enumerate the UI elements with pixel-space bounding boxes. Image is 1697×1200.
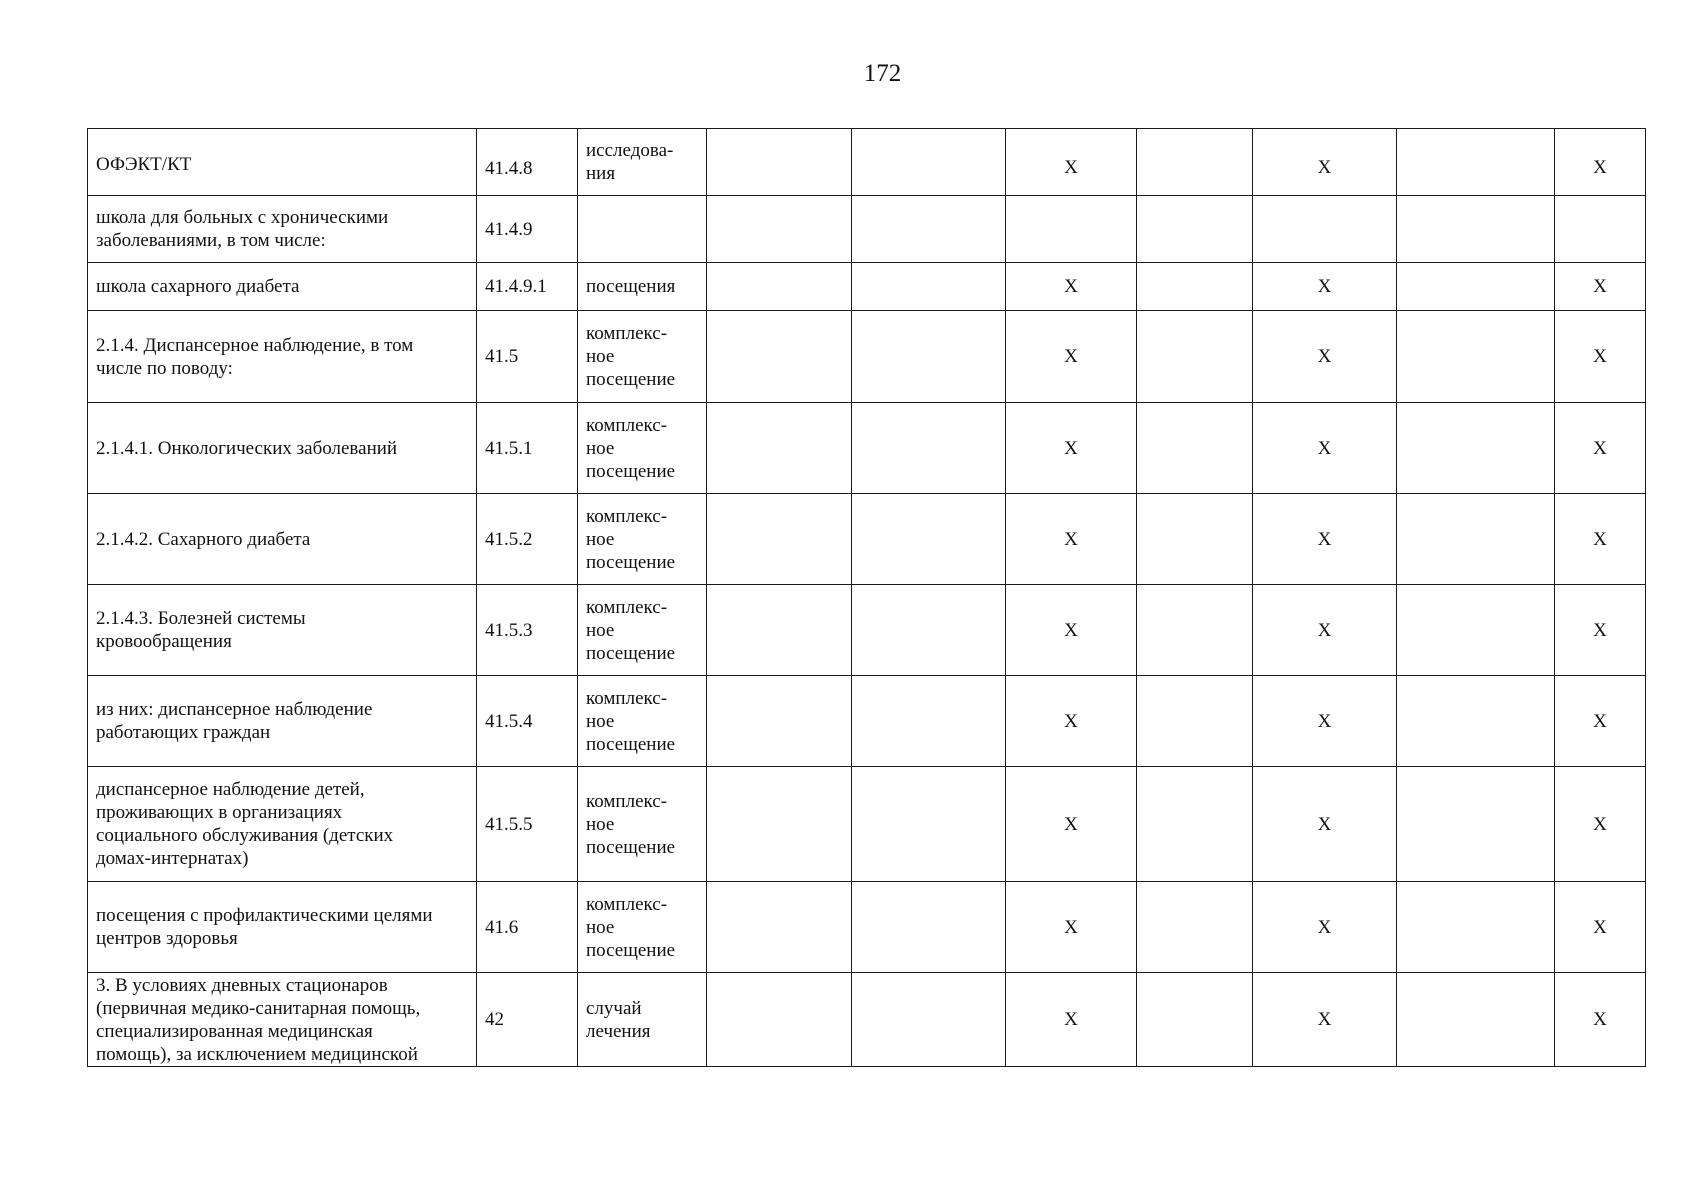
row-mark-cell <box>1397 882 1555 973</box>
row-mark-cell <box>852 403 1006 494</box>
row-mark-cell: X <box>1555 676 1646 767</box>
row-mark-cell: X <box>1555 585 1646 676</box>
row-mark-cell <box>1397 676 1555 767</box>
row-unit-cell: посещения <box>578 263 707 311</box>
row-mark-cell <box>1397 494 1555 585</box>
row-mark-cell <box>852 882 1006 973</box>
row-code-cell: 41.5.5 <box>477 767 578 882</box>
row-code-cell: 41.4.8 <box>477 129 578 196</box>
row-mark-cell <box>1137 882 1253 973</box>
row-code-cell: 41.5.1 <box>477 403 578 494</box>
row-mark-cell: X <box>1253 494 1397 585</box>
row-unit-cell: комплекс- ное посещение <box>578 676 707 767</box>
table-row <box>88 129 1646 196</box>
row-mark-cell: X <box>1006 403 1137 494</box>
row-mark-cell <box>1137 403 1253 494</box>
row-mark-cell <box>1137 973 1253 1067</box>
row-code-cell: 41.6 <box>477 882 578 973</box>
row-mark-cell <box>707 494 852 585</box>
row-unit-cell: комплекс- ное посещение <box>578 403 707 494</box>
row-mark-cell <box>1397 585 1555 676</box>
row-unit-cell: исследова- ния <box>578 129 707 196</box>
row-mark-cell <box>1006 196 1137 263</box>
row-mark-cell <box>1397 403 1555 494</box>
row-mark-cell: X <box>1006 973 1137 1067</box>
row-mark-cell <box>1137 263 1253 311</box>
row-mark-cell <box>707 263 852 311</box>
row-mark-cell <box>852 767 1006 882</box>
row-name-cell: посещения с профилактическими целями центров здоровья <box>88 882 477 973</box>
row-mark-cell <box>1137 311 1253 403</box>
row-code-cell: 41.4.9 <box>477 196 578 263</box>
row-mark-cell <box>1253 196 1397 263</box>
row-mark-cell <box>707 973 852 1067</box>
row-mark-cell <box>852 676 1006 767</box>
row-mark-cell <box>852 973 1006 1067</box>
row-mark-cell <box>852 263 1006 311</box>
row-mark-cell <box>707 129 852 196</box>
row-mark-cell <box>1137 676 1253 767</box>
table-row <box>88 403 1646 494</box>
row-mark-cell: X <box>1006 263 1137 311</box>
row-mark-cell <box>852 129 1006 196</box>
row-code-cell: 41.5.4 <box>477 676 578 767</box>
table-row <box>88 585 1646 676</box>
row-mark-cell: X <box>1006 767 1137 882</box>
row-mark-cell <box>1137 129 1253 196</box>
row-mark-cell: X <box>1253 129 1397 196</box>
row-mark-cell: X <box>1006 676 1137 767</box>
row-mark-cell <box>707 767 852 882</box>
row-mark-cell: X <box>1253 676 1397 767</box>
row-unit-cell: комплекс- ное посещение <box>578 494 707 585</box>
row-mark-cell <box>852 196 1006 263</box>
table-row <box>88 311 1646 403</box>
row-mark-cell: X <box>1555 767 1646 882</box>
row-mark-cell <box>1397 767 1555 882</box>
row-mark-cell: X <box>1006 494 1137 585</box>
row-mark-cell: X <box>1006 585 1137 676</box>
row-code-cell: 41.5 <box>477 311 578 403</box>
row-mark-cell <box>1397 196 1555 263</box>
row-mark-cell <box>1397 973 1555 1067</box>
row-code-cell: 42 <box>477 973 578 1067</box>
table-row <box>88 767 1646 882</box>
row-name-cell: диспансерное наблюдение детей, проживающих в организациях социального обслуживания (детских домах-интернатах) <box>88 767 477 882</box>
row-mark-cell <box>1555 196 1646 263</box>
row-mark-cell: X <box>1555 973 1646 1067</box>
row-code-cell: 41.5.2 <box>477 494 578 585</box>
row-mark-cell: X <box>1253 403 1397 494</box>
row-name-cell: 2.1.4.2. Сахарного диабета <box>88 494 477 585</box>
row-mark-cell <box>707 403 852 494</box>
row-mark-cell <box>1397 129 1555 196</box>
row-name-cell: 2.1.4. Диспансерное наблюдение, в том числе по поводу: <box>88 311 477 403</box>
row-mark-cell: X <box>1555 311 1646 403</box>
table-body <box>88 129 1646 1067</box>
row-mark-cell: X <box>1555 403 1646 494</box>
row-mark-cell: X <box>1006 882 1137 973</box>
table-row <box>88 196 1646 263</box>
row-name-cell: школа сахарного диабета <box>88 263 477 311</box>
row-unit-cell: комплекс- ное посещение <box>578 882 707 973</box>
row-name-cell: 3. В условиях дневных стационаров (первичная медико-санитарная помощь, специализированная медицинская помощь), за исключением медицинской <box>88 973 477 1067</box>
row-mark-cell <box>707 311 852 403</box>
row-unit-cell: комплекс- ное посещение <box>578 585 707 676</box>
row-unit-cell: комплекс- ное посещение <box>578 311 707 403</box>
row-unit-cell: случай лечения <box>578 973 707 1067</box>
row-name-cell: ОФЭКТ/КТ <box>88 129 477 196</box>
row-name-cell: 2.1.4.1. Онкологических заболеваний <box>88 403 477 494</box>
row-name-cell: школа для больных с хроническими заболеваниями, в том числе: <box>88 196 477 263</box>
table-row <box>88 882 1646 973</box>
row-mark-cell: X <box>1555 882 1646 973</box>
row-mark-cell <box>707 676 852 767</box>
row-mark-cell <box>1397 263 1555 311</box>
row-mark-cell: X <box>1006 311 1137 403</box>
row-mark-cell: X <box>1253 882 1397 973</box>
row-unit-cell: комплекс- ное посещение <box>578 767 707 882</box>
row-mark-cell <box>707 585 852 676</box>
row-mark-cell: X <box>1253 263 1397 311</box>
row-name-cell: из них: диспансерное наблюдение работающих граждан <box>88 676 477 767</box>
row-mark-cell: X <box>1253 767 1397 882</box>
row-mark-cell: X <box>1006 129 1137 196</box>
table-row <box>88 676 1646 767</box>
data-table <box>87 128 1646 1067</box>
row-mark-cell <box>1137 585 1253 676</box>
row-mark-cell <box>1137 196 1253 263</box>
table-row <box>88 494 1646 585</box>
page-number: 172 <box>863 60 902 87</box>
table-row <box>88 973 1646 1067</box>
row-mark-cell: X <box>1555 494 1646 585</box>
row-mark-cell <box>1137 494 1253 585</box>
row-unit-cell <box>578 196 707 263</box>
row-code-cell: 41.4.9.1 <box>477 263 578 311</box>
row-mark-cell <box>852 494 1006 585</box>
row-mark-cell: X <box>1555 263 1646 311</box>
row-mark-cell <box>1137 767 1253 882</box>
row-mark-cell: X <box>1253 585 1397 676</box>
row-mark-cell: X <box>1253 973 1397 1067</box>
row-mark-cell <box>1397 311 1555 403</box>
row-mark-cell <box>707 196 852 263</box>
row-mark-cell <box>707 882 852 973</box>
row-code-cell: 41.5.3 <box>477 585 578 676</box>
row-mark-cell: X <box>1253 311 1397 403</box>
row-mark-cell: X <box>1555 129 1646 196</box>
row-mark-cell <box>852 585 1006 676</box>
table-row <box>88 263 1646 311</box>
row-mark-cell <box>852 311 1006 403</box>
row-name-cell: 2.1.4.3. Болезней системы кровообращения <box>88 585 477 676</box>
